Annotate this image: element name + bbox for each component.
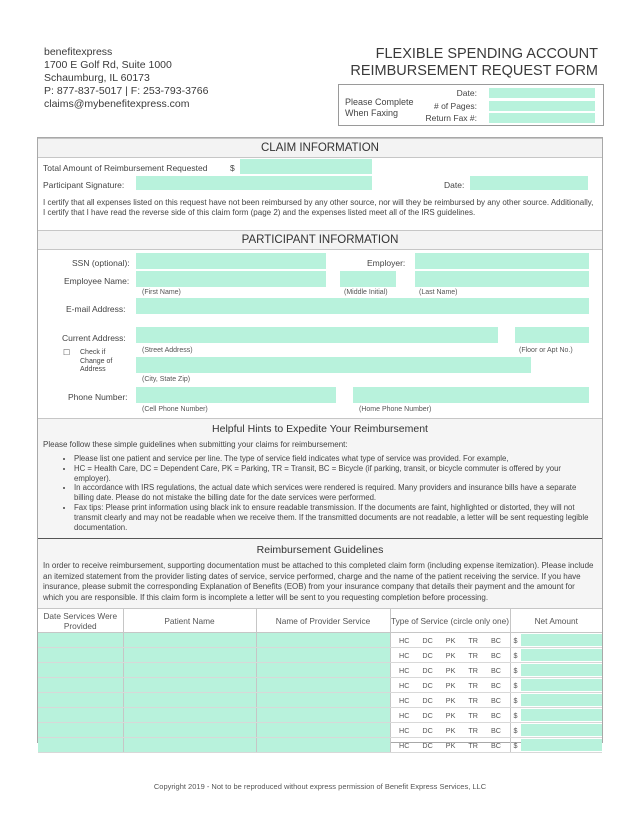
service-code-option[interactable]: TR: [468, 740, 478, 750]
signature-field[interactable]: [136, 176, 372, 190]
total-amount-field[interactable]: [240, 159, 372, 174]
date-cell[interactable]: [38, 663, 123, 678]
net-amount-field[interactable]: [521, 709, 603, 721]
middle-initial-field[interactable]: [340, 271, 396, 287]
service-code-option[interactable]: BC: [490, 680, 501, 690]
service-code-option[interactable]: DC: [422, 725, 433, 735]
company-address-line2: Schaumburg, IL 60173: [44, 72, 150, 84]
hint-item: • Fax tips: Please print information using black ink to ensure readable transmission. If the documents are faint, highlighted or distorted, they will not transmit clearly and may not be readable when we receive them. If the transmitted documents are not readable, a letter will be sent requesting legible documentation.: [74, 503, 592, 532]
patient-cell[interactable]: [123, 678, 256, 693]
provider-header: Name of Provider Service: [256, 609, 390, 633]
net-amount-field[interactable]: [521, 664, 603, 676]
date-cell[interactable]: [38, 708, 123, 723]
service-code-option[interactable]: HC: [399, 710, 410, 720]
patient-cell[interactable]: [123, 648, 256, 663]
service-code-option[interactable]: TR: [468, 695, 478, 705]
service-code-option[interactable]: PK: [445, 635, 456, 645]
service-code-option[interactable]: DC: [422, 650, 433, 660]
service-code-option[interactable]: HC: [399, 665, 410, 675]
last-name-field[interactable]: [415, 271, 589, 287]
service-code-option[interactable]: PK: [445, 710, 456, 720]
ssn-field[interactable]: [136, 253, 326, 269]
date-cell[interactable]: [38, 633, 123, 648]
guidelines-text: In order to receive reimbursement, supporting documentation must be attached to this completed claim form (including expense itemization). Please include an itemized statement from the provider listing dates of service, service performed, charge and the name of the patient receiving the service. If you have insurance, please submit the corresponding Explanation of Benefits (EOB) from your insurance company that details their payment and the amount for which you are responsible. If this claim form is incomplete a letter will be sent to you requesting completion before processing.: [43, 561, 594, 602]
cell-caption: (Cell Phone Number): [142, 406, 208, 413]
phone-label: Phone Number:: [68, 392, 128, 402]
table-row: [38, 738, 602, 753]
net-amount-cell: [510, 738, 602, 753]
provider-cell[interactable]: [256, 693, 390, 708]
provider-cell[interactable]: [256, 633, 390, 648]
participant-info-heading: PARTICIPANT INFORMATION: [38, 230, 602, 250]
fax-pages-label: # of Pages:: [433, 101, 477, 111]
cell-phone-field[interactable]: [136, 387, 336, 403]
amount-header: Net Amount: [510, 609, 602, 633]
company-address-line1: 1700 E Golf Rd, Suite 1000: [44, 59, 172, 71]
table-row: [38, 708, 602, 723]
service-code-option[interactable]: DC: [422, 710, 433, 720]
first-name-field[interactable]: [136, 271, 326, 287]
service-code-option[interactable]: HC: [399, 725, 410, 735]
fax-pages-field[interactable]: [489, 101, 595, 111]
signature-label: Participant Signature:: [43, 180, 125, 190]
form-title-line2: REIMBURSEMENT REQUEST FORM: [350, 63, 598, 79]
table-row: [38, 633, 602, 648]
fax-date-label: Date:: [456, 88, 477, 98]
service-code-option[interactable]: HC: [399, 740, 410, 750]
service-type-cell: [390, 633, 510, 648]
service-type-cell: [390, 678, 510, 693]
net-amount-cell: [510, 648, 602, 663]
service-code-option[interactable]: PK: [445, 680, 456, 690]
currency-symbol: $: [513, 740, 518, 750]
ssn-label: SSN (optional):: [72, 258, 130, 268]
service-code-option[interactable]: DC: [422, 635, 433, 645]
patient-header: Patient Name: [123, 609, 256, 633]
service-code-option[interactable]: PK: [445, 650, 456, 660]
service-code-option[interactable]: TR: [468, 665, 478, 675]
date-header: Date Services Were Provided: [38, 609, 123, 633]
service-code-option[interactable]: DC: [422, 740, 433, 750]
date-cell[interactable]: [38, 678, 123, 693]
service-code-option[interactable]: DC: [422, 665, 433, 675]
company-name: benefitexpress: [44, 46, 113, 58]
fax-date-field[interactable]: [489, 88, 595, 98]
provider-cell[interactable]: [256, 738, 390, 753]
service-code-option[interactable]: PK: [445, 695, 456, 705]
net-amount-cell: [510, 693, 602, 708]
net-amount-cell: [510, 678, 602, 693]
service-type-cell: [390, 693, 510, 708]
claims-body: [38, 633, 602, 753]
service-code-option[interactable]: DC: [422, 680, 433, 690]
date-cell[interactable]: [38, 738, 123, 753]
employee-name-label: Employee Name:: [64, 276, 130, 286]
currency-symbol: $: [513, 710, 518, 720]
date-cell[interactable]: [38, 648, 123, 663]
service-type-cell: [390, 723, 510, 738]
type-header: Type of Service (circle only one): [390, 609, 510, 633]
email-field[interactable]: [136, 298, 589, 314]
net-amount-field[interactable]: [521, 694, 603, 706]
table-row: [38, 678, 602, 693]
service-code-option[interactable]: HC: [399, 650, 410, 660]
provider-cell[interactable]: [256, 648, 390, 663]
table-row: [38, 693, 602, 708]
service-type-cell: [390, 738, 510, 753]
provider-cell[interactable]: [256, 678, 390, 693]
currency-symbol: $: [513, 695, 518, 705]
city-caption: (City, State Zip): [142, 376, 191, 383]
service-code-option[interactable]: BC: [490, 710, 501, 720]
city-state-zip-field[interactable]: [136, 357, 531, 373]
home-caption: (Home Phone Number): [359, 406, 432, 413]
currency-symbol: $: [513, 680, 518, 690]
employer-label: Employer:: [367, 258, 406, 268]
patient-cell[interactable]: [123, 633, 256, 648]
copyright: Copyright 2019 - Not to be reproduced without express permission of Benefit Express Services, LLC: [153, 782, 487, 791]
net-amount-field[interactable]: [521, 679, 603, 691]
provider-cell[interactable]: [256, 723, 390, 738]
service-code-option[interactable]: BC: [490, 650, 501, 660]
patient-cell[interactable]: [123, 708, 256, 723]
last-name-caption: (Last Name): [419, 289, 458, 296]
service-code-option[interactable]: BC: [490, 665, 501, 675]
form-body: [37, 137, 603, 750]
fax-box-label: Please Complete When Faxing: [345, 97, 414, 118]
currency-symbol: $: [513, 635, 518, 645]
fax-box: [338, 84, 604, 126]
certification-text: I certify that all expenses listed on this request have not been reimbursed by any other source, nor will they be reimbursed by any other source. Additionally, I certify that I have read the reverse side of this claim form (page 2) and the expenses listed meet all of the IRS guidelines.: [43, 198, 594, 217]
patient-cell[interactable]: [123, 693, 256, 708]
net-amount-field[interactable]: [521, 649, 603, 661]
service-code-option[interactable]: BC: [490, 635, 501, 645]
date-cell[interactable]: [38, 723, 123, 738]
service-code-option[interactable]: TR: [468, 710, 478, 720]
service-code-option[interactable]: HC: [399, 695, 410, 705]
employer-field[interactable]: [415, 253, 589, 269]
first-name-caption: (First Name): [142, 289, 181, 296]
net-amount-field[interactable]: [521, 739, 603, 751]
service-code-option[interactable]: TR: [468, 680, 478, 690]
hints-heading: Helpful Hints to Expedite Your Reimbursement: [212, 423, 428, 435]
claims-table: [38, 608, 602, 753]
service-type-cell: [390, 648, 510, 663]
company-email: claims@mybenefitexpress.com: [44, 98, 190, 110]
company-phones: P: 877-837-5017 | F: 253-793-3766: [44, 85, 209, 97]
form-title-line1: FLEXIBLE SPENDING ACCOUNT: [375, 46, 598, 62]
fax-return-label: Return Fax #:: [425, 113, 477, 123]
service-code-option[interactable]: TR: [468, 650, 478, 660]
email-label: E-mail Address:: [66, 304, 126, 314]
total-currency-symbol: $: [230, 163, 235, 173]
service-code-option[interactable]: BC: [490, 695, 501, 705]
fax-return-field[interactable]: [489, 113, 595, 123]
hints-intro: Please follow these simple guidelines when submitting your claims for reimbursement:: [43, 440, 348, 449]
service-type-cell: [390, 663, 510, 678]
net-amount-cell: [510, 723, 602, 738]
home-phone-field[interactable]: [353, 387, 589, 403]
net-amount-cell: [510, 633, 602, 648]
address-label: Current Address:: [62, 333, 126, 343]
currency-symbol: $: [513, 650, 518, 660]
apt-field[interactable]: [515, 327, 589, 343]
apt-caption: (Floor or Apt No.): [519, 347, 573, 354]
provider-cell[interactable]: [256, 708, 390, 723]
service-code-option[interactable]: BC: [490, 725, 501, 735]
service-code-option[interactable]: TR: [468, 725, 478, 735]
street-address-field[interactable]: [136, 327, 498, 343]
middle-initial-caption: (Middle Initial): [344, 289, 388, 296]
service-code-option[interactable]: HC: [399, 680, 410, 690]
guidelines-heading: Reimbursement Guidelines: [256, 544, 384, 556]
service-code-option[interactable]: TR: [468, 635, 478, 645]
claim-date-label: Date:: [444, 180, 465, 190]
patient-cell[interactable]: [123, 723, 256, 738]
service-code-option[interactable]: PK: [445, 725, 456, 735]
total-amount-label: Total Amount of Reimbursement Requested: [43, 163, 208, 173]
net-amount-cell: [510, 663, 602, 678]
hints-list: [60, 454, 592, 532]
claim-info-heading: CLAIM INFORMATION: [38, 138, 602, 158]
currency-symbol: $: [513, 665, 518, 675]
net-amount-cell: [510, 708, 602, 723]
street-caption: (Street Address): [142, 347, 193, 354]
patient-cell[interactable]: [123, 738, 256, 753]
table-row: [38, 723, 602, 738]
change-address-label: Check if Change of Address: [80, 349, 113, 373]
net-amount-field[interactable]: [521, 634, 603, 646]
form-title: [330, 46, 598, 80]
provider-cell[interactable]: [256, 663, 390, 678]
net-amount-field[interactable]: [521, 724, 603, 736]
service-code-option[interactable]: BC: [490, 740, 501, 750]
service-code-option[interactable]: DC: [422, 695, 433, 705]
service-type-cell: [390, 708, 510, 723]
date-cell[interactable]: [38, 693, 123, 708]
hint-item: • In accordance with IRS regulations, the actual date which services were rendered is required. Many providers and insurance bills have a separate billing date. Please do not mistake the billing date for the date services were performed.: [74, 483, 592, 503]
table-row: [38, 648, 602, 663]
currency-symbol: $: [513, 725, 518, 735]
claim-date-field[interactable]: [470, 176, 588, 190]
company-info: [44, 46, 208, 111]
change-address-checkbox[interactable]: ☐: [63, 348, 71, 357]
service-code-option[interactable]: PK: [445, 740, 456, 750]
patient-cell[interactable]: [123, 663, 256, 678]
hint-item: • Please list one patient and service per line. The type of service field indicates what type of service was provided. For example,: [74, 454, 592, 464]
table-row: [38, 663, 602, 678]
table-header-row: [38, 609, 602, 633]
service-code-option[interactable]: HC: [399, 635, 410, 645]
service-code-option[interactable]: PK: [445, 665, 456, 675]
hint-item: • HC = Health Care, DC = Dependent Care, PK = Parking, TR = Transit, BC = Bicycle (if parking, transit, or bicycle commuter is offered by your employer).: [74, 464, 592, 484]
